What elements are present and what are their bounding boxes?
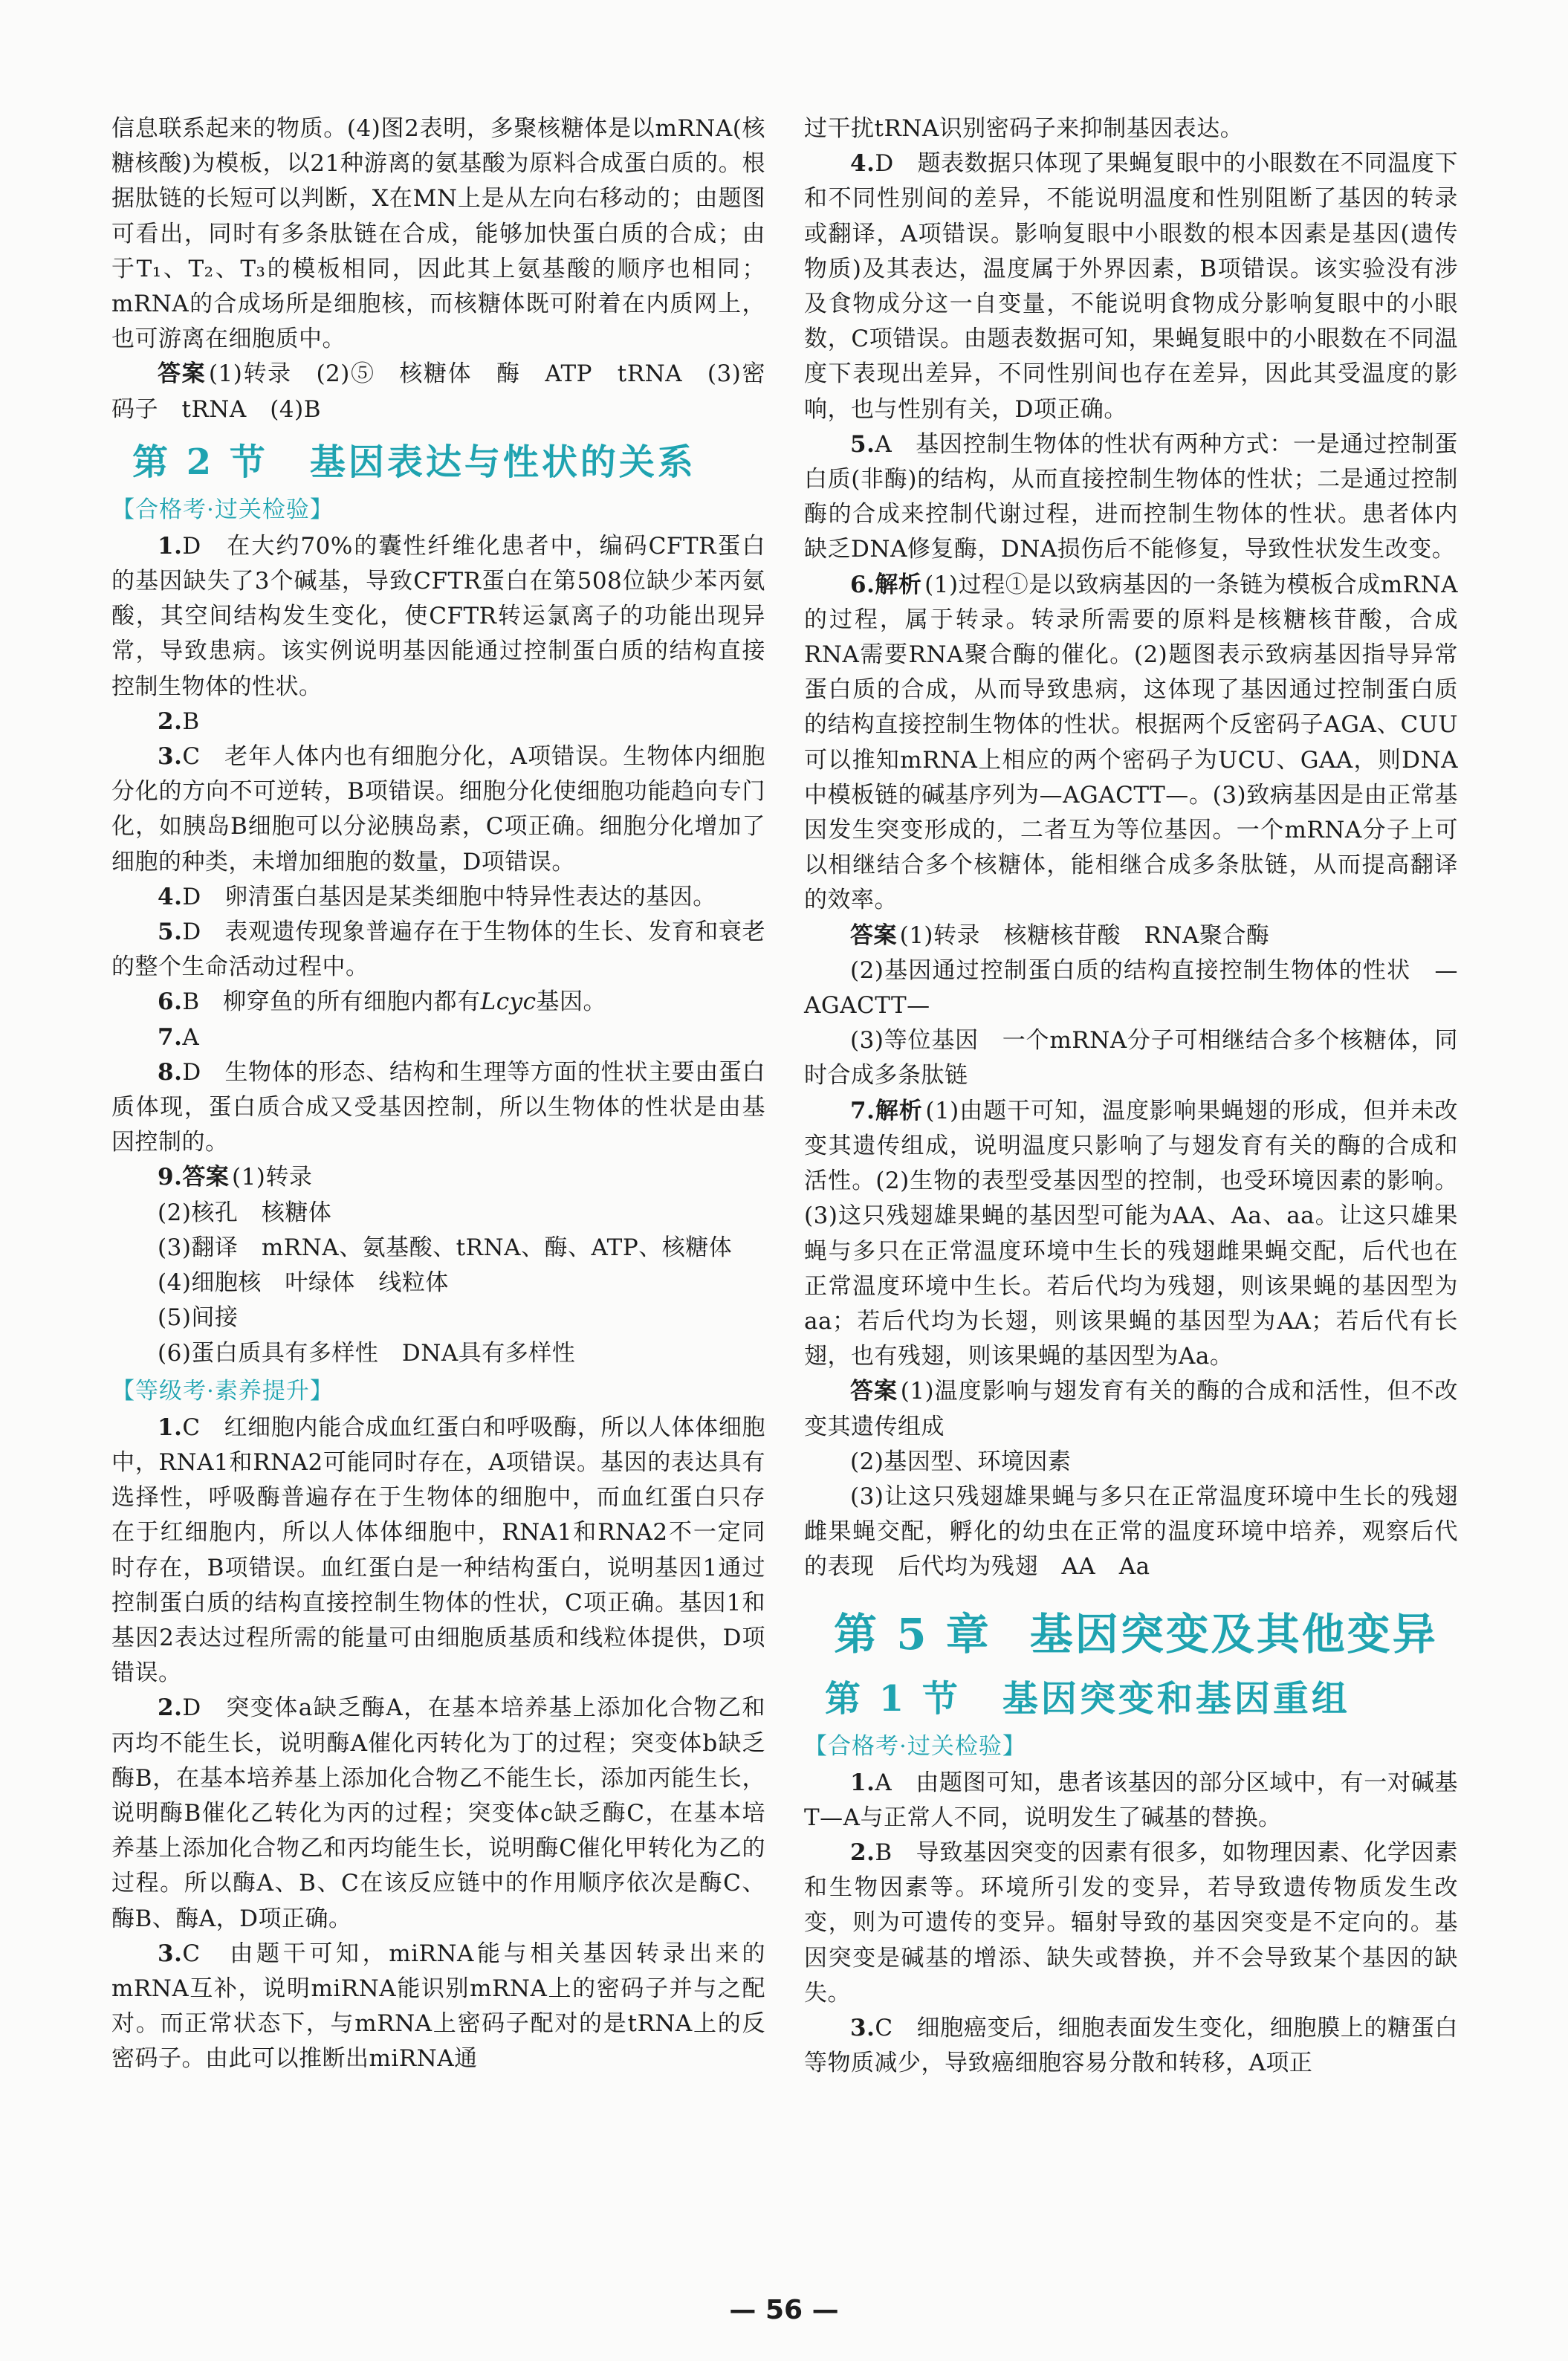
advanced-tag: 【等级考·素养提升】 xyxy=(111,1377,334,1405)
answer-subline: (4)细胞核 叶绿体 线粒体 xyxy=(158,1269,449,1297)
section-number: 第 2 节 xyxy=(132,441,268,483)
question-item: 6.解析 (1)过程①是以致病基因的一条链为模板合成mRNA的过程，属于转录。转录所需要的原料是核糖核苷酸，合成RNA需要RNA聚合酶的催化。(2)题图表示致病基因指导异常蛋白质的合成，从而导致患病，这体现了基因通过控制蛋白质的结构直接控制生物体的性状。根据两个反密码子AGA、CUU可以推知mRNA上相应的两个密码子为UCU、GAA，则DNA中模板链的碱基序列为—AGACTT—。(3)致病基因是由正常基因发生突变形成的，二者互为等位基因。一个mRNA分子上可以相继结合多个核糖体，能相继合成多条肽链，从而提高翻译的效率。 xyxy=(804,571,1458,914)
question-item: 1.D 在大约70%的囊性纤维化患者中，编码CFTR蛋白的基因缺失了3个碱基，导致CFTR蛋白在第508位缺少苯丙氨酸，其空间结构发生变化，使CFTR转运氯离子的功能出现异常，导致患病。该实例说明基因能通过控制蛋白质的结构直接控制生物体的性状。 xyxy=(111,532,765,700)
intro-paragraph: 信息联系起来的物质。(4)图2表明，多聚核糖体是以mRNA(核糖核酸)为模板，以21种游离的氨基酸为原料合成蛋白质的。根据肽链的长短可以判断，X在MN上是从左向右移动的；由题图可看出，同时有多条肽链在合成，能够加快蛋白质的合成；由于T₁、T₂、T₃的模板相同，因此其上氨基酸的顺序也相同；mRNA的合成场所是细胞核，而核糖体既可附着在内质网上，也可游离在细胞质中。 xyxy=(111,115,765,353)
question-item: 2.B xyxy=(158,707,200,735)
basic-check-tag: 【合格考·过关检验】 xyxy=(804,1732,1026,1760)
section-name: 基因表达与性状的关系 xyxy=(309,441,696,483)
question-item: 5.A 基因控制生物体的性状有两种方式：一是通过控制蛋白质(非酶)的结构，从而直接控制生物体的性状；二是通过控制酶的合成来控制代谢过程，进而控制生物体的性状。患者体内缺乏DNA修复酶，DNA损伤后不能修复，导致性状发生改变。 xyxy=(804,430,1458,563)
answer-line xyxy=(111,357,765,427)
question-item: 7.A xyxy=(158,1023,200,1051)
answer-subline: (2)基因型、环境因素 xyxy=(850,1448,1072,1475)
question-item: 2.B 导致基因突变的因素有很多，如物理因素、化学因素和生物因素等。环境所引发的变异，若导致遗传物质发生改变，则为可遗传的变异。辐射导致的基因突变是不定向的。基因突变是碱基的增添、缺失或替换，并不会导致某个基因的缺失。 xyxy=(804,1839,1458,2007)
answer-subline: (2)基因通过控制蛋白质的结构直接控制生物体的性状 —AGACTT— xyxy=(804,956,1458,1020)
question-item: 8.D 生物体的形态、结构和生理等方面的性状主要由蛋白质体现，蛋白质合成又受基因控制，所以生物体的性状是由基因控制的。 xyxy=(111,1058,765,1156)
section-name: 基因突变和基因重组 xyxy=(1002,1677,1350,1720)
chapter-name: 基因突变及其他变异 xyxy=(1029,1608,1438,1659)
answer-subline: (3)等位基因 一个mRNA分子可相继结合多个核糖体，同时合成多条肽链 xyxy=(804,1027,1458,1089)
question-item: 3.C 由题干可知，miRNA能与相关基因转录出来的mRNA互补，说明miRNA能识别mRNA上的密码子并与之配对。而正常状态下，与mRNA上密码子配对的是tRNA上的反密码子。由此可以推断出miRNA通 xyxy=(111,1940,765,2073)
answer-subline: (6)蛋白质具有多样性 DNA具有多样性 xyxy=(158,1339,576,1367)
chapter-number: 第 5 章 xyxy=(834,1608,991,1659)
page-number: — 56 — xyxy=(729,2295,839,2325)
answer-subline: (3)让这只残翅雄果蝇与多只在正常温度环境中生长的残翅雌果蝇交配，孵化的幼虫在正常的温度环境中培养，观察后代的表现 后代均为残翅 AA Aa xyxy=(804,1483,1458,1581)
section-heading xyxy=(132,438,765,487)
left-column xyxy=(111,111,765,2077)
answer-subline: (5)间接 xyxy=(158,1304,239,1332)
question-item: 7.解析 (1)由题干可知，温度影响果蝇翅的形成，但并未改变其遗传组成，说明温度只影响了与翅发育有关的酶的合成和活性。(2)生物的表型受基因型的控制，也受环境因素的影响。(3)这只残翅雄果蝇的基因型可能为AA、Aa、aa。让这只雄果蝇与多只在正常温度环境中生长的残翅雌果蝇交配，后代也在正常温度环境中生长。若后代均为残翅，则该果蝇的基因型为aa；若后代均为长翅，则该果蝇的基因型为AA；若后代有长翅，也有残翅，则该果蝇的基因型为Aa。 xyxy=(804,1097,1458,1370)
question-item: 4.D 题表数据只体现了果蝇复眼中的小眼数在不同温度下和不同性别间的差异，不能说明温度和性别阻断了基因的转录或翻译，A项错误。影响复眼中小眼数的根本因素是基因(遗传物质)及其表达，温度属于外界因素，B项错误。该实验没有涉及食物成分这一自变量，不能说明食物成分影响复眼中的小眼数，C项错误。由题表数据可知，果蝇复眼中的小眼数在不同温度下表现出差异，不同性别间也存在差异，因此其受温度的影响，也与性别有关，D项正确。 xyxy=(804,150,1458,423)
continued-paragraph: 过干扰tRNA识别密码子来抑制基因表达。 xyxy=(804,115,1244,142)
basic-check-tag: 【合格考·过关检验】 xyxy=(111,496,334,523)
chapter-heading xyxy=(834,1604,1458,1664)
question-item: 5.D 表观遗传现象普遍存在于生物体的生长、发育和衰老的整个生命活动过程中。 xyxy=(111,919,765,981)
answer-text: (1)转录 (2)⑤ 核糖体 酶 ATP tRNA (3)密码子 tRNA (4)B xyxy=(111,360,765,423)
question-item: 3.C 老年人体内也有细胞分化，A项错误。生物体内细胞分化的方向不可逆转，B项错误。细胞分化使细胞功能趋向专门化，如胰岛B细胞可以分泌胰岛素，C项正确。细胞分化增加了细胞的种类，未增加细胞的数量，D项错误。 xyxy=(111,743,765,875)
question-item: 1.C 红细胞内能合成血红蛋白和呼吸酶，所以人体体细胞中，RNA1和RNA2可能同时存在，A项错误。基因的表达具有选择性，呼吸酶普遍存在于生物体的细胞中，而血红蛋白只存在于红细胞内，所以人体体细胞中，RNA1和RNA2不一定同时存在，B项错误。血红蛋白是一种结构蛋白，说明基因1通过控制蛋白质的结构直接控制生物体的性状，C项正确。基因1和基因2表达过程所需的能量可由细胞质基质和线粒体提供，D项错误。 xyxy=(111,1413,765,1687)
question-item: 3.C 细胞癌变后，细胞表面发生变化，细胞膜上的糖蛋白等物质减少，导致癌细胞容易分散和转移，A项正 xyxy=(804,2014,1458,2077)
section-heading xyxy=(825,1674,1458,1723)
right-column xyxy=(804,111,1458,2081)
question-item: 9.答案 (1)转录 xyxy=(158,1164,313,1191)
answer-subline: (3)翻译 mRNA、氨基酸、tRNA、酶、ATP、核糖体 xyxy=(158,1234,733,1261)
gene-name: Lcyc xyxy=(480,988,537,1016)
question-item: 1.A 由题图可知，患者该基因的部分区域中，有一对碱基T—A与正常人不同，说明发生了碱基的替换。 xyxy=(804,1769,1458,1831)
answer-line: 答案 (1)转录 核糖核苷酸 RNA聚合酶 xyxy=(850,922,1270,949)
answer-subline: (2)核孔 核糖体 xyxy=(158,1199,332,1226)
section-number: 第 1 节 xyxy=(825,1677,961,1720)
answer-line: 答案 (1)温度影响与翅发育有关的酶的合成和活性，但不改变其遗传组成 xyxy=(804,1378,1458,1440)
question-item: 2.D 突变体a缺乏酶A，在基本培养基上添加化合物乙和丙均不能生长，说明酶A催化丙转化为丁的过程；突变体b缺乏酶B，在基本培养基上添加化合物乙不能生长，添加丙能生长，说明酶B催化乙转化为丙的过程；突变体c缺乏酶C，在基本培养基上添加化合物乙和丙均能生长，说明酶C催化甲转化为乙的过程。所以酶A、B、C在该反应链中的作用顺序依次是酶C、酶B、酶A，D项正确。 xyxy=(111,1694,765,1932)
answer-label: 答案 xyxy=(158,360,207,388)
question-item: 6.B 柳穿鱼的所有细胞内都有Lcyc基因。 xyxy=(158,988,606,1016)
question-item: 4.D 卵清蛋白基因是某类细胞中特异性表达的基因。 xyxy=(158,883,716,910)
